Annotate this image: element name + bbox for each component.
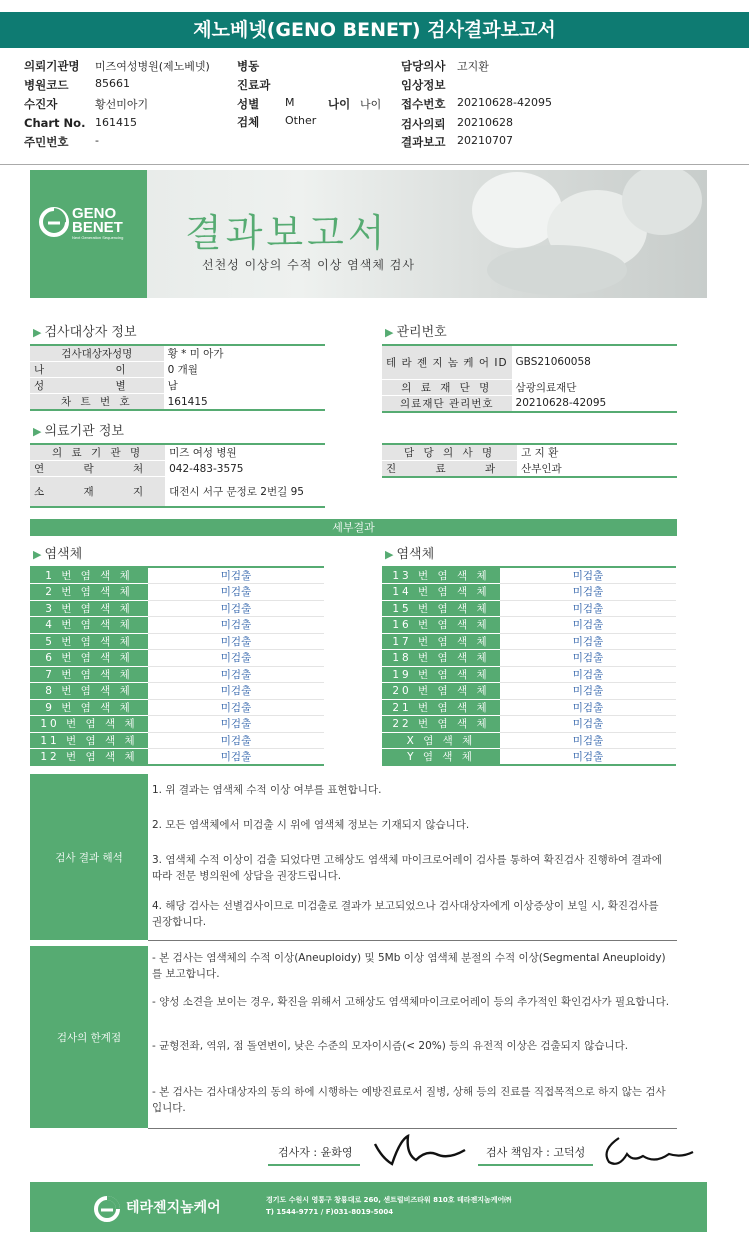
chromosome-result: 미검출 <box>500 617 676 634</box>
management-table <box>382 344 677 413</box>
chromosome-table-left <box>30 566 324 766</box>
table-row: 소 재 지 대전시 서구 문정로 2번길 95 <box>30 477 325 507</box>
chromosome-label: 17 번 염 색 체 <box>382 633 500 650</box>
subject-table <box>30 344 325 411</box>
chromosome-result: 미검출 <box>500 600 676 617</box>
chromosome-label: 18 번 염 색 체 <box>382 650 500 667</box>
chromosome-label: 5 번 염 색 체 <box>30 633 148 650</box>
signers <box>0 1132 749 1172</box>
chromosome-label: 22 번 염 색 체 <box>382 716 500 733</box>
limitations-label: 검사의 한계점 <box>30 946 148 1128</box>
chromosome-row <box>382 617 676 634</box>
footer <box>30 1182 707 1232</box>
chromosome-label: 14 번 염 색 체 <box>382 584 500 601</box>
chromosome-label: 10 번 염 색 체 <box>30 716 148 733</box>
chromosome-result: 미검출 <box>148 584 324 601</box>
chromosome-row <box>30 699 324 716</box>
chromosome-result: 미검출 <box>500 666 676 683</box>
footer-phone: T) 1544-9771 / F)031-8019-5004 <box>266 1208 394 1216</box>
chromosome-label: 2 번 염 색 체 <box>30 584 148 601</box>
subject-heading: ▶ 검사대상자 정보 <box>33 325 137 340</box>
chromosome-label: 13 번 염 색 체 <box>382 567 500 584</box>
table-row: 테 라 젠 지 놈 케 어 ID GBS21060058 <box>382 345 677 379</box>
management-heading: ▶ 관리번호 <box>385 325 447 340</box>
chromosome-label: 20 번 염 색 체 <box>382 683 500 700</box>
chromosome-row <box>30 716 324 733</box>
geno-benet-logo <box>30 170 147 298</box>
chromosome-result: 미검출 <box>500 732 676 749</box>
chromosome-label: 1 번 염 색 체 <box>30 567 148 584</box>
chromosome-label: 11 번 염 색 체 <box>30 732 148 749</box>
chromosome-result: 미검출 <box>148 633 324 650</box>
chromosome-row <box>30 749 324 766</box>
tester-label: 검사자 : 윤화영 <box>268 1144 360 1166</box>
table-row: 의 료 기 관 명 미즈 여성 병원 <box>30 444 325 461</box>
chromosome-result: 미검출 <box>148 683 324 700</box>
chromosome-row <box>382 732 676 749</box>
chromosome-row <box>382 650 676 667</box>
chromosome-result: 미검출 <box>500 633 676 650</box>
chromosome-row <box>30 600 324 617</box>
interpretation-body <box>148 774 677 940</box>
chromosome-row <box>382 600 676 617</box>
report-title: 제노베넷(GENO BENET) 검사결과보고서 <box>0 12 749 48</box>
chromosome-row <box>30 683 324 700</box>
chromosome-table-right <box>382 566 676 766</box>
logo-line2: BENET <box>72 219 123 236</box>
interpretation-item: 2. 모든 염색체에서 미검출 시 위에 염색체 정보는 기재되지 않습니다. <box>152 819 470 831</box>
banner-subtitle: 선천성 이상의 수적 이상 염색체 검사 <box>202 258 415 272</box>
chromosome-row <box>30 633 324 650</box>
header-divider <box>0 164 749 165</box>
doctor-table <box>382 443 677 478</box>
chromosome-label: 4 번 염 색 체 <box>30 617 148 634</box>
chromosome-result: 미검출 <box>148 749 324 766</box>
institution-table <box>30 443 325 508</box>
interpretation-item: 3. 염색체 수적 이상이 검출 되었다면 고해상도 염색체 마이크로어레이 검사를 통하여 확진검사 진행하여 결과에 따라 전문 병의원에 상담을 권장드립니다. <box>152 854 662 882</box>
chromosome-result: 미검출 <box>500 683 676 700</box>
chromosome-result: 미검출 <box>500 567 676 584</box>
limitation-item: - 균형전좌, 역위, 점 돌연변이, 낮은 수준의 모자이시즘(< 20%) 등의 유전적 이상은 검출되지 않습니다. <box>152 1040 629 1052</box>
chromosome-row <box>382 716 676 733</box>
chromosome-row <box>382 666 676 683</box>
chromosome-label: 8 번 염 색 체 <box>30 683 148 700</box>
table-row: 의 료 재 단 명 삼광의료재단 <box>382 379 677 395</box>
chromosome-row <box>30 584 324 601</box>
chromosome-row <box>382 584 676 601</box>
table-row: 진 료 과 산부인과 <box>382 461 677 478</box>
chromosome-label: 15 번 염 색 체 <box>382 600 500 617</box>
chromosome-row <box>30 666 324 683</box>
interpretation-item: 4. 해당 검사는 선별검사이므로 미검출로 결과가 보고되었으나 검사대상자에게 이상증상이 보일 시, 확진검사를 권장합니다. <box>152 900 659 928</box>
chromosome-result: 미검출 <box>148 699 324 716</box>
chromosome-label: X 염 색 체 <box>382 732 500 749</box>
chromosome-row <box>382 699 676 716</box>
chromosome-label: Y 염 색 체 <box>382 749 500 766</box>
header-info: 의뢰기관명 미즈여성병원(제노베넷) 병원코드 85661 수진자 황선미아기 Chart No. 161415 주민번호 - 병동 진료과 성별 M 검체 Other 나이 나이 담당의사 고지환 임상정보 접수번호 20210628-42095 검사의뢰 20210628 결과보고 20210707 <box>24 59 552 149</box>
limitation-item: - 본 검사는 염색체의 수적 이상(Aneuploidy) 및 5Mb 이상 염색체 분절의 수적 이상(Segmental Aneuploidy)를 보고합니다. <box>152 952 666 980</box>
institution-heading: ▶ 의료기관 정보 <box>33 424 124 439</box>
chromosome-row <box>30 650 324 667</box>
report-banner <box>30 170 707 298</box>
interpretation-item: 1. 위 결과는 염색체 수적 이상 여부를 표현합니다. <box>152 784 382 796</box>
limitations-block <box>30 946 677 1128</box>
chromosome-label: 21 번 염 색 체 <box>382 699 500 716</box>
chromosome-row <box>30 732 324 749</box>
chromosome-row <box>382 749 676 766</box>
chromosome-result: 미검출 <box>148 732 324 749</box>
table-row: 의료재단 관리번호 20210628-42095 <box>382 395 677 412</box>
limitation-item: - 양성 소견을 보이는 경우, 확진을 위해서 고해상도 염색체마이크로어레이 등의 추가적인 확인검사가 필요합니다. <box>152 996 670 1008</box>
chromosome-heading-left: ▶ 염색체 <box>33 547 83 562</box>
chromosome-result: 미검출 <box>148 600 324 617</box>
chromosome-row <box>382 633 676 650</box>
detail-results-bar: 세부결과 <box>30 519 677 536</box>
manager-signature-icon <box>597 1132 697 1172</box>
logo-tagline: Next Generation Sequencing <box>72 235 124 240</box>
table-row: 차 트 번 호 161415 <box>30 394 325 411</box>
interpretation-label: 검사 결과 해석 <box>30 774 148 940</box>
manager-label: 검사 책임자 : 고덕성 <box>478 1144 593 1166</box>
chromosome-result: 미검출 <box>148 650 324 667</box>
chromosome-label: 7 번 염 색 체 <box>30 666 148 683</box>
chromosome-label: 19 번 염 색 체 <box>382 666 500 683</box>
baby-feet-image <box>447 170 707 298</box>
limitations-body <box>148 946 677 1128</box>
chromosome-row <box>30 617 324 634</box>
footer-address: 경기도 수원시 영통구 창룡대로 260, 센트럴비즈타워 810호 테라젠지놈케어㈜ <box>266 1196 512 1204</box>
banner-title: 결과보고서 <box>185 211 389 255</box>
table-row: 성 별 남 <box>30 378 325 394</box>
chromosome-label: 12 번 염 색 체 <box>30 749 148 766</box>
chromosome-result: 미검출 <box>500 749 676 766</box>
table-row: 연 락 처 042-483-3575 <box>30 461 325 477</box>
chromosome-result: 미검출 <box>148 666 324 683</box>
chromosome-row <box>30 567 324 584</box>
chromosome-label: 3 번 염 색 체 <box>30 600 148 617</box>
table-row: 검사대상자성명 황 * 미 아가 <box>30 345 325 362</box>
table-row: 담 당 의 사 명 고 지 환 <box>382 444 677 461</box>
logo-line1: GENO <box>72 205 117 222</box>
divider <box>148 940 677 941</box>
chromosome-row <box>382 683 676 700</box>
interpretation-block <box>30 774 677 940</box>
chromosome-label: 9 번 염 색 체 <box>30 699 148 716</box>
chromosome-result: 미검출 <box>148 617 324 634</box>
theragen-logo-icon <box>92 1194 122 1224</box>
tester-signature-icon <box>370 1132 470 1172</box>
chromosome-result: 미검출 <box>148 716 324 733</box>
chromosome-result: 미검출 <box>500 699 676 716</box>
chromosome-label: 16 번 염 색 체 <box>382 617 500 634</box>
chromosome-row <box>382 567 676 584</box>
divider <box>148 1128 677 1129</box>
chromosome-result: 미검출 <box>148 567 324 584</box>
chromosome-result: 미검출 <box>500 650 676 667</box>
chromosome-result: 미검출 <box>500 584 676 601</box>
chromosome-label: 6 번 염 색 체 <box>30 650 148 667</box>
chromosome-result: 미검출 <box>500 716 676 733</box>
limitation-item: - 본 검사는 검사대상자의 동의 하에 시행하는 예방진료로서 질병, 상해 등의 진료를 직접목적으로 하지 않는 검사입니다. <box>152 1086 666 1114</box>
footer-company: 테라젠지놈케어 <box>126 1200 221 1216</box>
table-row: 나 이 0 개월 <box>30 362 325 378</box>
chromosome-heading-right: ▶ 염색체 <box>385 547 435 562</box>
